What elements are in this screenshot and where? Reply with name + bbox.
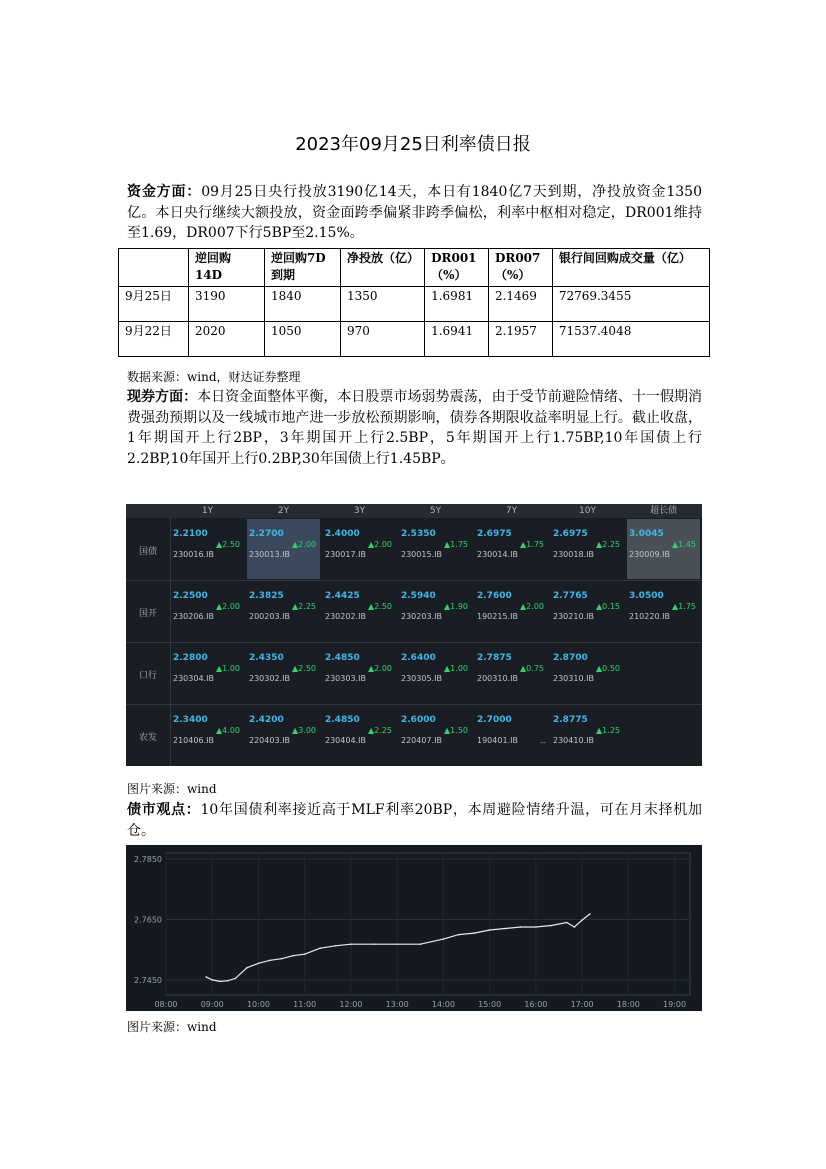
bond-yield: 2.8775 xyxy=(553,715,588,725)
bond-yield: 2.8700 xyxy=(553,653,588,663)
chart-data-point xyxy=(589,913,591,915)
funding-heading: 资金方面： xyxy=(127,184,202,200)
image-source-note: 图片来源：wind xyxy=(127,782,217,796)
bond-change: ▲3.00 xyxy=(292,726,316,735)
rates-table xyxy=(118,248,710,357)
bond-change: ▲1.75 xyxy=(520,540,544,549)
bond-cell[interactable] xyxy=(247,581,320,641)
funding-paragraph xyxy=(127,182,702,244)
bond-yield: 2.5940 xyxy=(401,591,436,601)
bond-code: 200310.IB xyxy=(477,674,518,683)
bond-code: 230202.IB xyxy=(325,612,366,621)
view-paragraph xyxy=(127,800,702,841)
bond-code: 230210.IB xyxy=(553,612,594,621)
chart-data-point xyxy=(292,955,294,957)
chart-data-point xyxy=(420,943,422,945)
bond-yield: 2.6400 xyxy=(401,653,436,663)
bond-change: ▲2.00 xyxy=(520,602,544,611)
bond-code: 230206.IB xyxy=(173,612,214,621)
spot-text: 本日资金面整体平衡，本日股票市场弱势震荡，由于受节前避险情绪、十一假期消费强劲预期以及一线城市地产进一步放松预期影响，债券各期限收益率明显上行。截止收盘，1年期国开上行2BP，3年期国开上行2.5BP，5年期国开上行1.75BP,10年国债上行2.2BP,10年国开上行0.2BP,30年国债上行1.45BP。 xyxy=(127,389,702,467)
bond-cell[interactable] xyxy=(323,581,396,641)
chart-data-point xyxy=(581,919,583,921)
table-header-cell: 银行间回购成交量（亿） xyxy=(552,249,709,287)
grid-column-header: 5Y xyxy=(429,506,442,516)
bond-change: ▲2.50 xyxy=(216,540,240,549)
bond-yield: 2.3825 xyxy=(249,591,284,601)
table-cell: 2.1469 xyxy=(488,287,552,322)
page-title: 2023年09月25日利率债日报 xyxy=(295,134,531,155)
grid-row-label: 国债 xyxy=(138,547,157,557)
bond-code: 200203.IB xyxy=(249,612,290,621)
bond-code: 210220.IB xyxy=(629,612,670,621)
bond-change: ▲1.75 xyxy=(672,602,696,611)
chart-data-point xyxy=(258,963,260,965)
bond-cell[interactable] xyxy=(475,643,548,703)
chart-data-point xyxy=(319,947,321,949)
bond-change: ▲2.00 xyxy=(292,540,316,549)
bond-code: 230404.IB xyxy=(325,736,366,745)
bond-change: ▲1.45 xyxy=(672,540,696,549)
bond-yield: 2.4425 xyxy=(325,591,360,601)
bond-code: 230304.IB xyxy=(173,674,214,683)
chart-data-point xyxy=(458,934,460,936)
chart-data-point xyxy=(350,943,352,945)
bond-code: 210406.IB xyxy=(173,736,214,745)
bond-code: 230303.IB xyxy=(325,674,366,683)
bond-yield: 2.6000 xyxy=(401,715,436,725)
bond-cell[interactable] xyxy=(171,581,244,641)
bond-change: ▲2.25 xyxy=(368,726,392,735)
bond-change: ▲2.50 xyxy=(368,602,392,611)
chart-x-tick-label: 08:00 xyxy=(154,1000,178,1009)
bond-yield: 2.2700 xyxy=(249,529,284,539)
bond-cell[interactable] xyxy=(399,519,472,579)
bond-yield: 2.3400 xyxy=(173,715,208,725)
table-cell: 9月25日 xyxy=(119,287,189,322)
bond-change: ▲2.50 xyxy=(292,664,316,673)
grid-row-label: 口行 xyxy=(138,671,157,681)
chart-x-tick-label: 14:00 xyxy=(431,1000,455,1009)
bond-change: ▲2.00 xyxy=(216,602,240,611)
bond-code: 230013.IB xyxy=(249,550,290,559)
bond-cell[interactable] xyxy=(551,519,624,579)
chart-x-tick-label: 19:00 xyxy=(663,1000,687,1009)
chart-data-point xyxy=(304,953,306,955)
bond-yield: 2.4000 xyxy=(325,529,360,539)
chart-data-point xyxy=(211,979,213,981)
bond-code: 190401.IB xyxy=(477,736,518,745)
bond-yield: 2.6975 xyxy=(477,529,512,539)
chart-x-tick-label: 09:00 xyxy=(200,1000,224,1009)
bond-code: 230016.IB xyxy=(173,550,214,559)
bond-change: ▲1.00 xyxy=(444,664,468,673)
bond-code: 230305.IB xyxy=(401,674,442,683)
table-cell: 3190 xyxy=(188,287,264,322)
chart-data-point xyxy=(489,929,491,931)
bond-cell[interactable] xyxy=(627,581,700,641)
chart-data-point xyxy=(205,976,207,978)
bond-yield: 3.0045 xyxy=(629,529,664,539)
bond-change: ▲2.25 xyxy=(292,602,316,611)
bond-change: ▲1.25 xyxy=(596,726,620,735)
chart-data-point xyxy=(473,932,475,934)
view-text: 10年国债利率接近高于MLF利率20BP，本周避险情绪升温，可在月末择机加仓。 xyxy=(127,802,703,839)
bond-yield: 2.7765 xyxy=(553,591,588,601)
grid-column-header: 3Y xyxy=(353,506,366,516)
grid-row-label: 农发 xyxy=(138,733,157,743)
table-cell: 2.1957 xyxy=(488,322,552,357)
chart-x-tick-label: 18:00 xyxy=(616,1000,640,1009)
bond-cell[interactable] xyxy=(551,705,624,765)
bond-code: 230018.IB xyxy=(553,550,594,559)
bond-code: 230015.IB xyxy=(401,550,442,559)
table-row xyxy=(119,287,710,322)
table-cell: 2020 xyxy=(188,322,264,357)
chart-data-point xyxy=(520,926,522,928)
table-cell: 1.6941 xyxy=(425,322,489,357)
chart-data-point xyxy=(373,943,375,945)
table-header-cell: 净投放（亿） xyxy=(340,249,424,287)
chart-data-point xyxy=(566,922,568,924)
chart-y-tick-label: 2.7650 xyxy=(134,915,162,925)
table-header-cell xyxy=(119,249,189,287)
chart-x-tick-label: 13:00 xyxy=(385,1000,409,1009)
bond-yield: 3.0500 xyxy=(629,591,664,601)
bond-yield: 2.4850 xyxy=(325,715,360,725)
bond-cell[interactable] xyxy=(627,519,700,579)
grid-column-header: 2Y xyxy=(277,506,290,516)
table-cell: 9月22日 xyxy=(119,322,189,357)
chart-series-line xyxy=(206,914,590,981)
image-source-note-2: 图片来源：wind xyxy=(127,1020,217,1034)
bond-cell[interactable] xyxy=(475,581,548,641)
bond-change: ▲0.75 xyxy=(520,664,544,673)
bond-yield-grid xyxy=(126,504,702,766)
bond-yield: 2.2500 xyxy=(173,591,208,601)
bond-yield: 2.2800 xyxy=(173,653,208,663)
table-header-cell: DR007（%） xyxy=(488,249,552,287)
bond-cell[interactable] xyxy=(399,581,472,641)
bond-change: ▲0.15 xyxy=(596,602,620,611)
bond-change: ▲1.50 xyxy=(444,726,468,735)
bond-cell[interactable] xyxy=(323,643,396,703)
bond-code: 190215.IB xyxy=(477,612,518,621)
chart-data-point xyxy=(235,978,237,980)
bond-cell[interactable] xyxy=(399,705,472,765)
bond-change: ▲4.00 xyxy=(216,726,240,735)
bond-code: 230302.IB xyxy=(249,674,290,683)
table-cell: 1840 xyxy=(264,287,340,322)
bond-yield: 2.4200 xyxy=(249,715,284,725)
bond-cell[interactable] xyxy=(399,643,472,703)
grid-column-divider xyxy=(170,518,171,766)
chart-x-tick-label: 11:00 xyxy=(293,1000,317,1009)
bond-cell[interactable] xyxy=(171,705,244,765)
chart-data-point xyxy=(535,926,537,928)
bond-yield: 2.2100 xyxy=(173,529,208,539)
chart-y-tick-label: 2.7450 xyxy=(134,975,162,985)
chart-data-point xyxy=(227,980,229,982)
grid-column-header: 7Y xyxy=(505,506,518,516)
bond-yield: 2.4850 xyxy=(325,653,360,663)
bond-code: 230310.IB xyxy=(553,674,594,683)
chart-x-tick-label: 10:00 xyxy=(246,1000,271,1009)
data-source-note: 数据来源：wind，财达证券整理 xyxy=(127,370,301,384)
chart-data-point xyxy=(269,960,271,962)
table-cell: 1350 xyxy=(340,287,424,322)
bond-change: ▲0.50 xyxy=(596,664,620,673)
bond-code: 220407.IB xyxy=(401,736,442,745)
bond-code: 230009.IB xyxy=(629,550,670,559)
chart-data-point xyxy=(504,928,506,930)
chart-svg xyxy=(126,845,702,1011)
spot-heading: 现券方面： xyxy=(127,389,198,405)
grid-column-header: 超长债 xyxy=(649,506,677,516)
bond-cell[interactable] xyxy=(247,705,320,765)
chart-data-point xyxy=(281,958,283,960)
bond-cell[interactable] xyxy=(323,705,396,765)
bond-code: 230017.IB xyxy=(325,550,366,559)
bond-cell[interactable] xyxy=(475,705,548,765)
table-cell: 970 xyxy=(340,322,424,357)
chart-x-tick-label: 17:00 xyxy=(570,1000,594,1009)
chart-x-tick-label: 15:00 xyxy=(478,1000,502,1009)
bond-cell[interactable] xyxy=(551,643,624,703)
funding-text: 09月25日央行投放3190亿14天，本日有1840亿7天到期，净投放资金1350亿。本日央行继续大额投放，资金面跨季偏紧非跨季偏松，利率中枢相对稳定，DR001维持至1.69，DR007下行5BP至2.15%。 xyxy=(127,184,703,241)
table-header-row xyxy=(119,249,710,287)
bond-yield: 2.7600 xyxy=(477,591,512,601)
table-header-cell: 逆回购7D到期 xyxy=(264,249,340,287)
bond-cell[interactable] xyxy=(551,581,624,641)
chart-data-point xyxy=(335,945,337,947)
chart-x-tick-label: 12:00 xyxy=(339,1000,363,1009)
chart-plot-area xyxy=(166,853,690,995)
chart-y-tick-label: 2.7850 xyxy=(134,855,162,865)
table-header-cell: DR001（%） xyxy=(425,249,489,287)
table-cell: 71537.4048 xyxy=(552,322,709,357)
bond-yield: 2.5350 xyxy=(401,529,436,539)
bond-code: 220403.IB xyxy=(249,736,290,745)
grid-column-header: 1Y xyxy=(201,506,214,516)
bond-code: 230410.IB xyxy=(553,736,594,745)
chart-data-point xyxy=(396,943,398,945)
chart-data-point xyxy=(551,925,553,927)
yield-line-chart xyxy=(126,845,702,1011)
bond-cell[interactable] xyxy=(171,643,244,703)
table-cell: 72769.3455 xyxy=(552,287,709,322)
bond-cell[interactable] xyxy=(247,643,320,703)
bond-code: 230014.IB xyxy=(477,550,518,559)
chart-data-point xyxy=(443,938,445,940)
chart-x-tick-label: 16:00 xyxy=(524,1000,548,1009)
chart-data-point xyxy=(246,967,248,969)
view-heading: 债市观点： xyxy=(127,802,201,818)
grid-column-header: 10Y xyxy=(579,506,596,516)
bond-code: 230203.IB xyxy=(401,612,442,621)
bond-change: ▲2.00 xyxy=(368,664,392,673)
grid-row-label: 国开 xyxy=(138,609,157,619)
chart-data-point xyxy=(219,981,221,983)
table-cell: 1050 xyxy=(264,322,340,357)
bond-cell[interactable] xyxy=(475,519,548,579)
bond-change: ▲1.90 xyxy=(444,602,468,611)
bond-cell[interactable] xyxy=(323,519,396,579)
table-row xyxy=(119,322,710,357)
bond-cell[interactable] xyxy=(171,519,244,579)
bond-change: -- xyxy=(540,738,546,747)
bond-yield: 2.7875 xyxy=(477,653,512,663)
table-cell: 1.6981 xyxy=(425,287,489,322)
bond-change: ▲2.00 xyxy=(368,540,392,549)
bond-change: ▲2.25 xyxy=(596,540,620,549)
bond-change: ▲1.00 xyxy=(216,664,240,673)
bond-yield: 2.6975 xyxy=(553,529,588,539)
bond-cell[interactable] xyxy=(247,519,320,579)
bond-yield: 2.7000 xyxy=(477,715,512,725)
spot-paragraph xyxy=(127,387,702,469)
bond-change: ▲1.75 xyxy=(444,540,468,549)
bond-yield: 2.4350 xyxy=(249,653,284,663)
table-header-cell: 逆回购14D xyxy=(188,249,264,287)
chart-data-point xyxy=(574,926,576,928)
